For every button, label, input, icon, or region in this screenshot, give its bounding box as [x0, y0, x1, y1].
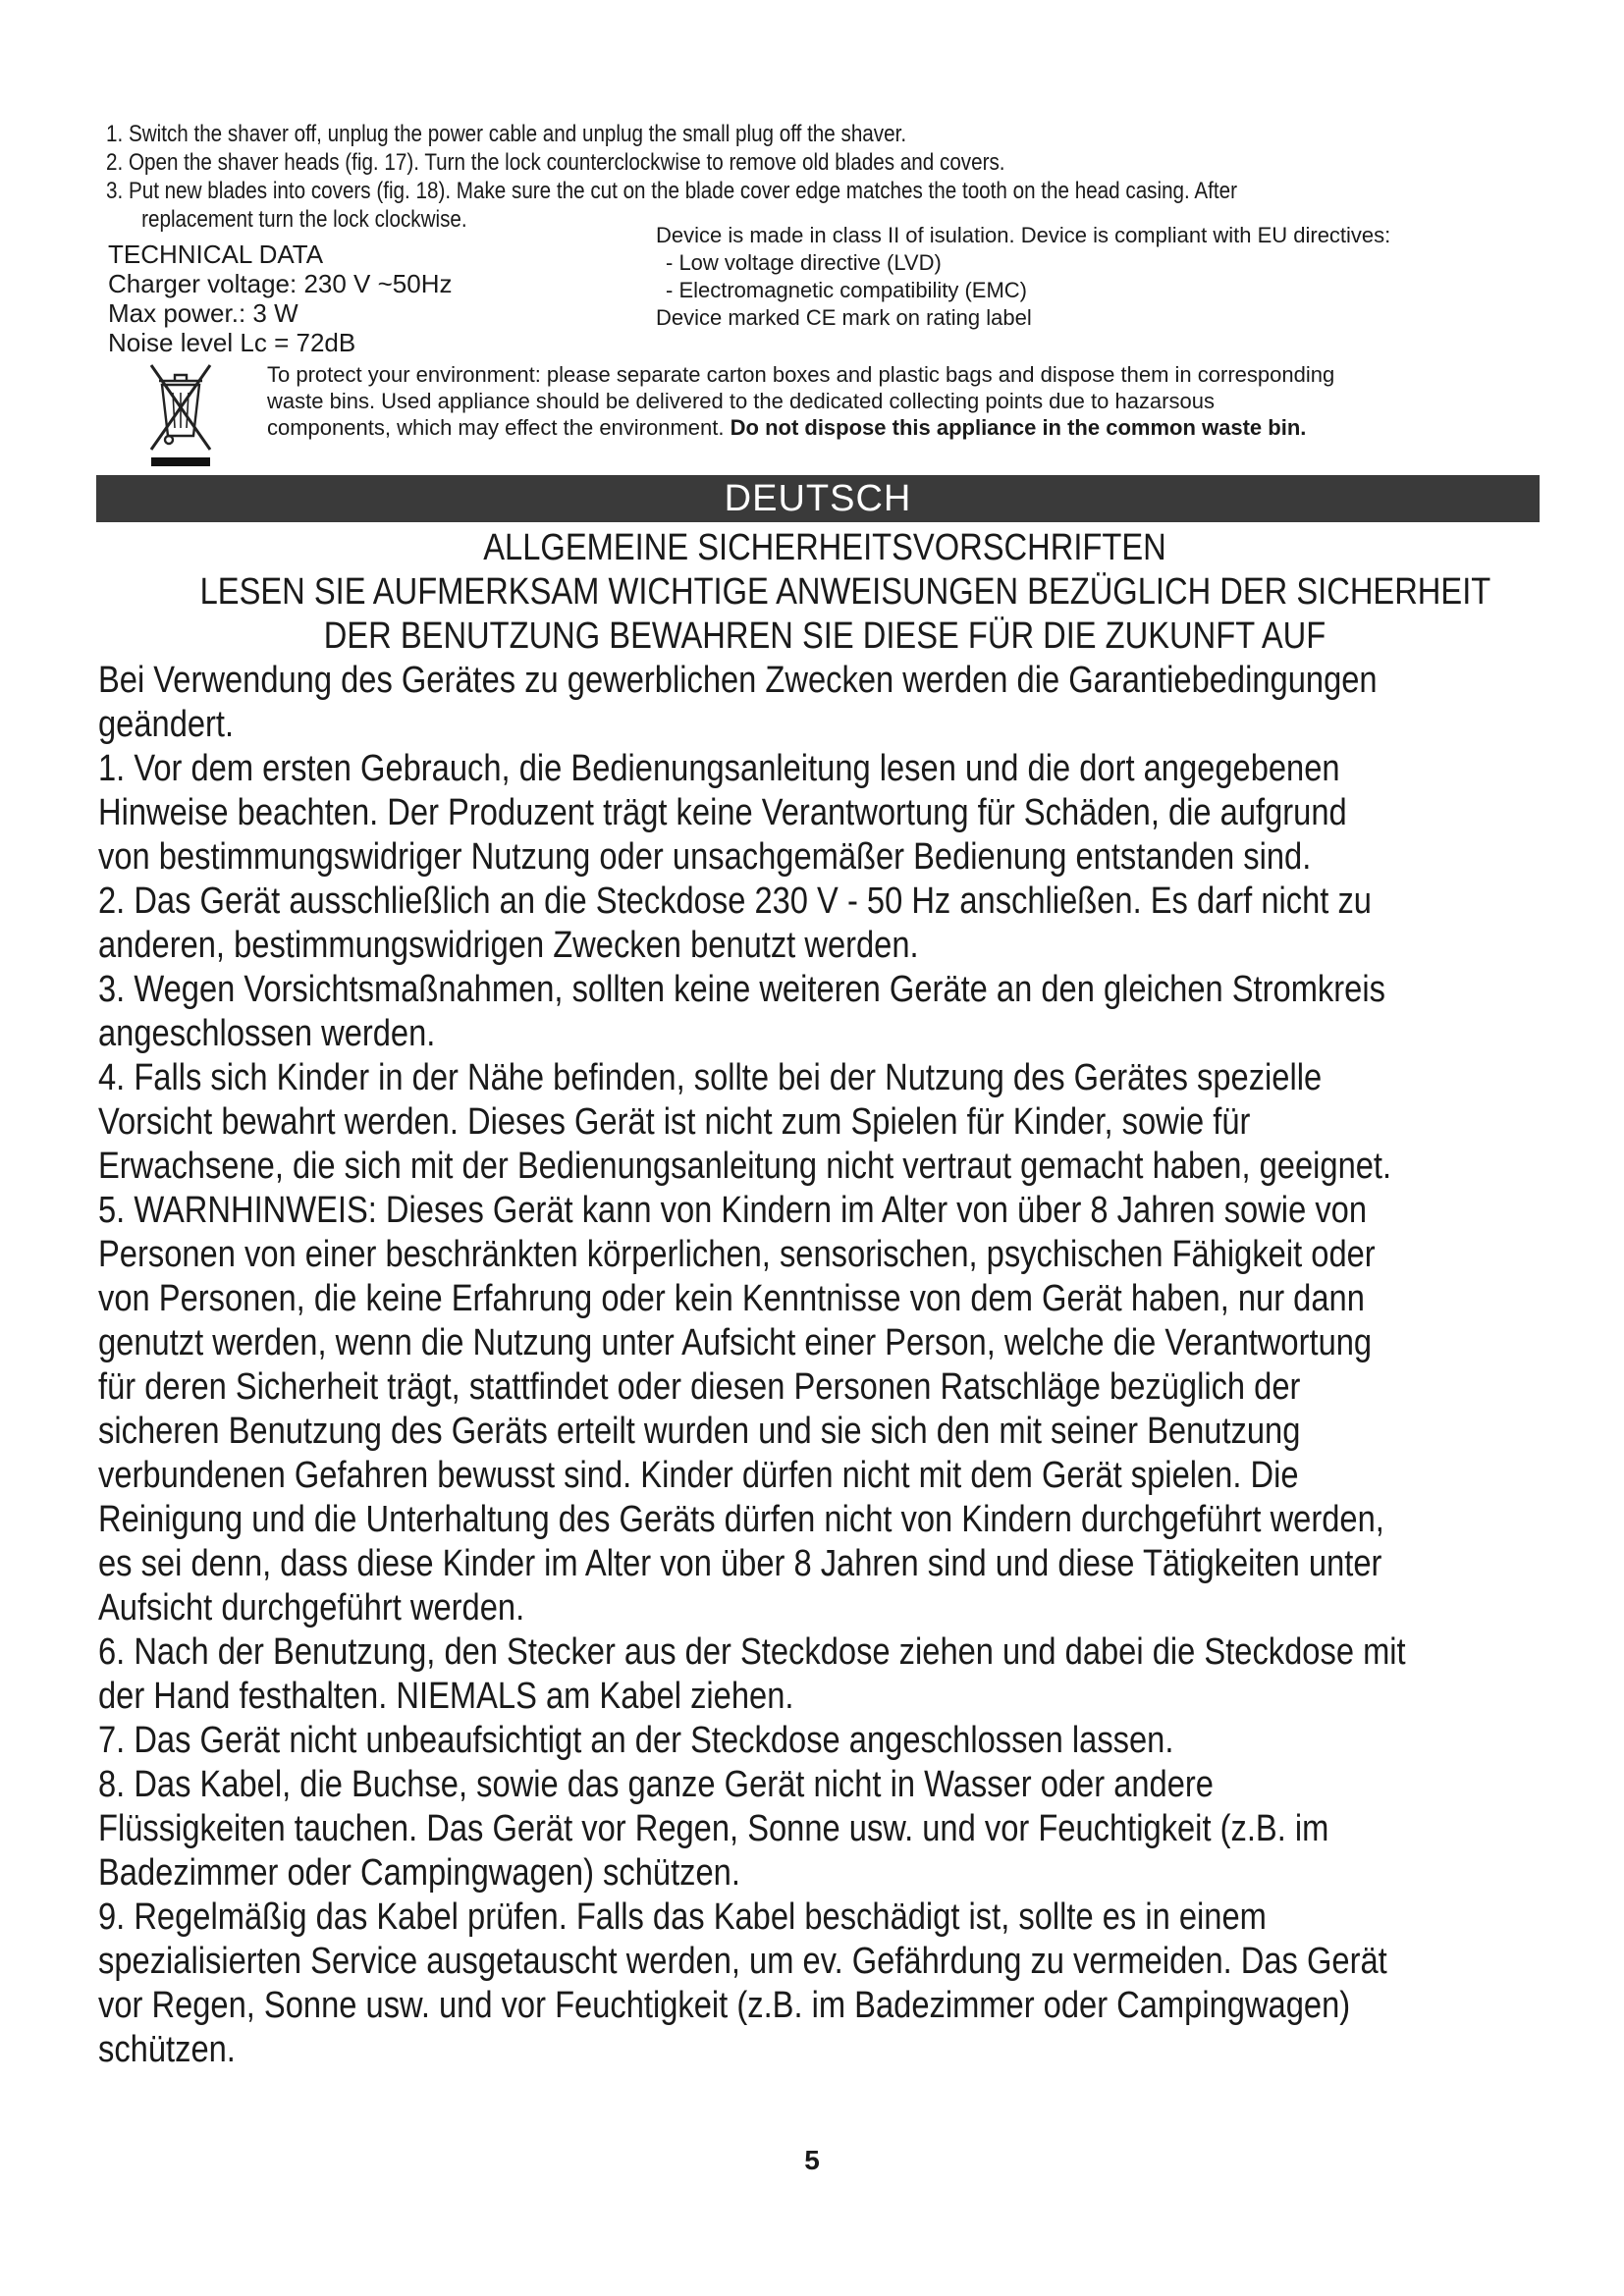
crossed-out-wheelie-bin-icon	[145, 359, 216, 469]
paragraph-line: angeschlossen werden.	[98, 1013, 436, 1054]
step-2: 2. Open the shaver heads (fig. 17). Turn the lock counterclockwise to remove old blades and covers.	[106, 149, 1005, 176]
max-power: Max power.: 3 W	[108, 298, 298, 328]
step-1: 1. Switch the shaver off, unplug the power cable and unplug the small plug off the shaver.	[106, 121, 907, 147]
environment-notice	[267, 361, 1543, 441]
paragraph-line: 8. Das Kabel, die Buchse, sowie das ganze Gerät nicht in Wasser oder andere	[98, 1764, 1214, 1805]
disposal-warning: Do not dispose this appliance in the common waste bin.	[730, 415, 1307, 440]
charger-voltage: Charger voltage: 230 V ~50Hz	[108, 269, 453, 298]
environment-line-1: To protect your environment: please separate carton boxes and plastic bags and dispose them in corresponding	[267, 362, 1335, 387]
paragraph-line: geändert.	[98, 704, 235, 745]
paragraph-line: 4. Falls sich Kinder in der Nähe befinden, sollte bei der Nutzung des Gerätes spezielle	[98, 1057, 1323, 1098]
language-header-deutsch: DEUTSCH	[96, 475, 1540, 522]
german-safety-section	[98, 526, 1551, 2072]
paragraph-line: sicheren Benutzung des Geräts erteilt wurden und sie sich den mit seiner Benutzung	[98, 1411, 1301, 1452]
paragraph-line: der Hand festhalten. NIEMALS am Kabel ziehen.	[98, 1676, 794, 1717]
paragraph-line: 7. Das Gerät nicht unbeaufsichtigt an der Steckdose angeschlossen lassen.	[98, 1720, 1174, 1761]
paragraph-line: verbundenen Gefahren bewusst sind. Kinder dürfen nicht mit dem Gerät spielen. Die	[98, 1455, 1299, 1496]
blade-replacement-steps	[106, 120, 1559, 234]
paragraph-line: Reinigung und die Unterhaltung des Geräts dürfen nicht von Kindern durchgeführt werden,	[98, 1499, 1384, 1540]
step-3: 3. Put new blades into covers (fig. 18). Make sure the cut on the blade cover edge matches the tooth on the head casing. After	[106, 178, 1237, 204]
paragraph-line: Vorsicht bewahrt werden. Dieses Gerät ist nicht zum Spielen für Kinder, sowie für	[98, 1101, 1251, 1143]
safety-paragraph	[98, 1763, 1551, 1896]
paragraph-line: 3. Wegen Vorsichtsmaßnahmen, sollten keine weiteren Geräte an den gleichen Stromkreis	[98, 969, 1385, 1010]
safety-paragraph	[98, 1719, 1551, 1763]
paragraph-line: Aufsicht durchgeführt werden.	[98, 1587, 525, 1629]
compliance-intro: Device is made in class II of isulation. Device is compliant with EU directives:	[656, 223, 1391, 247]
safety-paragraph	[98, 880, 1551, 968]
paragraph-line: Bei Verwendung des Gerätes zu gewerblichen Zwecken werden die Garantiebedingungen	[98, 660, 1378, 701]
paragraph-line: 2. Das Gerät ausschließlich an die Steckdose 230 V - 50 Hz anschließen. Es darf nicht zu	[98, 881, 1372, 922]
section-subtitle-2: DER BENUTZUNG BEWAHREN SIE DIESE FÜR DIE ZUKUNFT AUF	[323, 615, 1326, 657]
environment-line-3: components, which may effect the environment. Do not dispose this appliance in the common waste bin.	[267, 415, 1307, 440]
paragraph-line: 1. Vor dem ersten Gebrauch, die Bedienungsanleitung lesen und die dort angegebenen	[98, 748, 1340, 789]
paragraph-line: vor Regen, Sonne usw. und vor Feuchtigkeit (z.B. im Badezimmer oder Campingwagen)	[98, 1985, 1351, 2026]
environment-line-2: waste bins. Used appliance should be delivered to the dedicated collecting points due to hazarsous	[267, 389, 1215, 413]
paragraph-line: Erwachsene, die sich mit der Bedienungsanleitung nicht vertraut gemacht haben, geeignet.	[98, 1146, 1392, 1187]
safety-paragraphs	[98, 659, 1551, 2072]
paragraph-line: schützen.	[98, 2029, 236, 2070]
ce-mark-note: Device marked CE mark on rating label	[656, 305, 1032, 330]
paragraph-line: 9. Regelmäßig das Kabel prüfen. Falls das Kabel beschädigt ist, sollte es in einem	[98, 1896, 1267, 1938]
paragraph-line: genutzt werden, wenn die Nutzung unter Aufsicht einer Person, welche die Verantwortung	[98, 1322, 1373, 1363]
technical-data	[108, 240, 453, 357]
section-title: ALLGEMEINE SICHERHEITSVORSCHRIFTEN	[483, 527, 1166, 568]
paragraph-line: Hinweise beachten. Der Produzent trägt keine Verantwortung für Schäden, die aufgrund	[98, 792, 1347, 833]
safety-paragraph	[98, 747, 1551, 880]
safety-paragraph	[98, 659, 1551, 747]
page-number: 5	[804, 2145, 820, 2175]
directive-emc: - Electromagnetic compatibility (EMC)	[666, 278, 1027, 302]
technical-data-heading: TECHNICAL DATA	[108, 240, 324, 269]
paragraph-line: 5. WARNHINWEIS: Dieses Gerät kann von Kindern im Alter von über 8 Jahren sowie von	[98, 1190, 1368, 1231]
paragraph-line: es sei denn, dass diese Kinder im Alter von über 8 Jahren sind und diese Tätigkeiten unter	[98, 1543, 1382, 1584]
compliance-info	[656, 222, 1390, 332]
safety-paragraph	[98, 1056, 1551, 1189]
paragraph-line: Flüssigkeiten tauchen. Das Gerät vor Regen, Sonne usw. und vor Feuchtigkeit (z.B. im	[98, 1808, 1329, 1849]
safety-paragraph	[98, 1630, 1551, 1719]
safety-paragraph	[98, 1896, 1551, 2072]
paragraph-line: Badezimmer oder Campingwagen) schützen.	[98, 1852, 740, 1894]
safety-paragraph	[98, 968, 1551, 1056]
section-subtitle-1: LESEN SIE AUFMERKSAM WICHTIGE ANWEISUNGEN BEZÜGLICH DER SICHERHEIT	[199, 571, 1491, 613]
paragraph-line: für deren Sicherheit trägt, stattfindet oder diesen Personen Ratschläge bezüglich der	[98, 1366, 1301, 1408]
safety-paragraph	[98, 1189, 1551, 1630]
paragraph-line: von bestimmungswidriger Nutzung oder unsachgemäßer Bedienung entstanden sind.	[98, 836, 1312, 878]
paragraph-line: 6. Nach der Benutzung, den Stecker aus der Steckdose ziehen und dabei die Steckdose mit	[98, 1631, 1406, 1673]
paragraph-line: Personen von einer beschränkten körperlichen, sensorischen, psychischen Fähigkeit oder	[98, 1234, 1376, 1275]
paragraph-line: von Personen, die keine Erfahrung oder kein Kenntnisse von dem Gerät haben, nur dann	[98, 1278, 1365, 1319]
paragraph-line: anderen, bestimmungswidrigen Zwecken benutzt werden.	[98, 925, 919, 966]
step-3-continued: replacement turn the lock clockwise.	[141, 206, 467, 233]
paragraph-line: spezialisierten Service ausgetauscht werden, um ev. Gefährdung zu vermeiden. Das Gerät	[98, 1941, 1387, 1982]
directive-lvd: - Low voltage directive (LVD)	[666, 250, 942, 275]
noise-level: Noise level Lc = 72dB	[108, 328, 356, 357]
